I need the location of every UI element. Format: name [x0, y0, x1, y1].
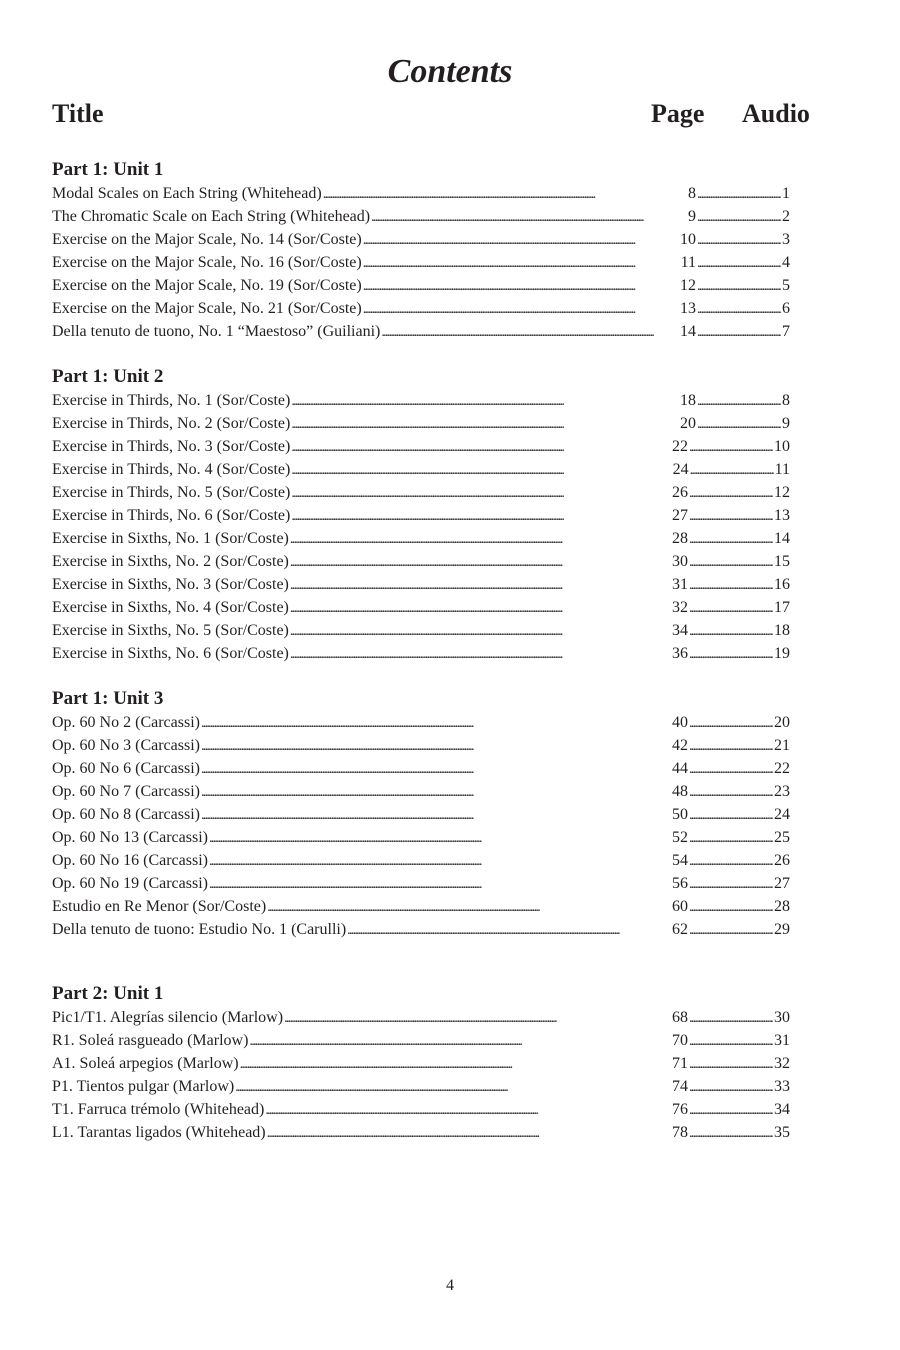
entry-page: 70: [672, 1032, 688, 1049]
dot-leader: [689, 550, 773, 574]
entry-title: Pic1/T1. Alegrías silencio (Marlow): [52, 1009, 284, 1026]
entry-audio: 4: [782, 254, 790, 271]
dot-leader: [267, 895, 671, 919]
dot-leader: [291, 435, 671, 459]
dot-leader: [347, 918, 671, 942]
entry-audio: 2: [782, 208, 790, 225]
dot-leader: [290, 573, 671, 597]
entry-page: 12: [680, 277, 696, 294]
toc-entry: [52, 619, 790, 642]
page-number: 4: [446, 1277, 454, 1294]
dot-leader: [689, 895, 773, 919]
dot-leader: [697, 228, 781, 252]
dot-leader: [697, 182, 781, 206]
dot-leader: [249, 1029, 671, 1053]
dot-leader: [697, 412, 781, 436]
entry-page: 22: [672, 438, 688, 455]
toc-entry: [52, 895, 790, 918]
column-header-audio: Audio: [742, 99, 810, 128]
toc-entry: [52, 205, 790, 228]
entry-audio: 35: [774, 1124, 790, 1141]
entry-page: 8: [688, 185, 696, 202]
dot-leader: [235, 1075, 671, 1099]
dot-leader: [291, 458, 671, 482]
entry-title: Exercise in Sixths, No. 6 (Sor/Coste): [52, 645, 289, 662]
column-header-page: Page: [651, 99, 705, 128]
toc-section: [52, 687, 790, 941]
toc-entry: [52, 642, 790, 665]
toc-entry: [52, 412, 790, 435]
entry-page: 26: [672, 484, 688, 501]
toc-entry: [52, 803, 790, 826]
entry-title: Op. 60 No 6 (Carcassi): [52, 760, 200, 777]
dot-leader: [689, 642, 773, 666]
entry-page: 54: [672, 852, 688, 869]
entry-title: Op. 60 No 2 (Carcassi): [52, 714, 200, 731]
entry-title: L1. Tarantas ligados (Whitehead): [52, 1124, 266, 1141]
toc-entry: [52, 872, 790, 895]
entry-audio: 28: [774, 898, 790, 915]
entry-page: 28: [672, 530, 688, 547]
entry-title: R1. Soleá rasgueado (Marlow): [52, 1032, 249, 1049]
entry-audio: 10: [774, 438, 790, 455]
section-heading: Part 1: Unit 2: [52, 366, 164, 387]
dot-leader: [689, 1098, 773, 1122]
entry-page: 31: [672, 576, 688, 593]
dot-leader: [689, 619, 773, 643]
entry-title: Exercise in Thirds, No. 1 (Sor/Coste): [52, 392, 291, 409]
dot-leader: [689, 527, 773, 551]
toc-entry: [52, 251, 790, 274]
toc-entry: [52, 228, 790, 251]
toc-entry: [52, 389, 790, 412]
entry-page: 78: [672, 1124, 688, 1141]
dot-leader: [689, 826, 773, 850]
dot-leader: [209, 826, 671, 850]
entry-page: 10: [680, 231, 696, 248]
entry-title: T1. Farruca trémolo (Whitehead): [52, 1101, 265, 1118]
dot-leader: [697, 251, 781, 275]
entry-audio: 11: [774, 461, 790, 478]
dot-leader: [201, 711, 671, 735]
dot-leader: [689, 435, 773, 459]
dot-leader: [363, 251, 680, 275]
dot-leader: [697, 297, 781, 321]
toc-entry: [52, 573, 790, 596]
dot-leader: [689, 711, 773, 735]
dot-leader: [265, 1098, 671, 1122]
toc-entry: [52, 1029, 790, 1052]
dot-leader: [689, 918, 773, 942]
entry-audio: 19: [774, 645, 790, 662]
entry-audio: 34: [774, 1101, 790, 1118]
dot-leader: [201, 734, 671, 758]
entry-title: Exercise in Sixths, No. 1 (Sor/Coste): [52, 530, 289, 547]
entry-page: 24: [672, 461, 689, 478]
dot-leader: [240, 1052, 671, 1076]
entry-audio: 33: [774, 1078, 790, 1095]
dot-leader: [689, 1052, 773, 1076]
dot-leader: [209, 849, 671, 873]
entry-title: Op. 60 No 13 (Carcassi): [52, 829, 208, 846]
dot-leader: [689, 780, 773, 804]
entry-title: Della tenuto de tuono: Estudio No. 1 (Carulli): [52, 921, 347, 938]
dot-leader: [323, 182, 687, 206]
dot-leader: [689, 1075, 773, 1099]
dot-leader: [201, 757, 671, 781]
entry-audio: 26: [774, 852, 790, 869]
toc-entry: [52, 918, 790, 941]
entry-title: Della tenuto de tuono, No. 1 “Maestoso” (Guiliani): [52, 323, 381, 340]
dot-leader: [697, 320, 781, 344]
entry-page: 60: [672, 898, 688, 915]
entry-audio: 18: [774, 622, 790, 639]
dot-leader: [290, 527, 671, 551]
dot-leader: [689, 481, 773, 505]
dot-leader: [363, 274, 679, 298]
toc-entry: [52, 734, 790, 757]
dot-leader: [201, 803, 671, 827]
dot-leader: [689, 596, 773, 620]
entry-title: Op. 60 No 16 (Carcassi): [52, 852, 208, 869]
entry-audio: 32: [774, 1055, 790, 1072]
entry-title: Exercise on the Major Scale, No. 14 (Sor/Coste): [52, 231, 362, 248]
entry-page: 74: [672, 1078, 688, 1095]
entry-audio: 5: [782, 277, 790, 294]
entry-audio: 16: [774, 576, 790, 593]
entry-audio: 15: [774, 553, 790, 570]
dot-leader: [201, 780, 671, 804]
entry-title: Op. 60 No 3 (Carcassi): [52, 737, 200, 754]
toc-section: [52, 158, 790, 343]
toc-section: [52, 982, 790, 1144]
entry-title: Exercise in Thirds, No. 6 (Sor/Coste): [52, 507, 291, 524]
entry-page: 68: [672, 1009, 688, 1026]
entry-audio: 9: [782, 415, 790, 432]
entry-title: Exercise in Thirds, No. 4 (Sor/Coste): [52, 461, 291, 478]
entry-title: Exercise in Sixths, No. 4 (Sor/Coste): [52, 599, 289, 616]
entry-title: Exercise in Thirds, No. 2 (Sor/Coste): [52, 415, 291, 432]
toc-entry: [52, 504, 790, 527]
toc-entry: [52, 1121, 790, 1144]
dot-leader: [290, 619, 671, 643]
entry-title: Exercise on the Major Scale, No. 16 (Sor/Coste): [52, 254, 362, 271]
dot-leader: [371, 205, 687, 229]
dot-leader: [697, 205, 781, 229]
dot-leader: [689, 1006, 773, 1030]
entry-title: Exercise on the Major Scale, No. 19 (Sor/Coste): [52, 277, 362, 294]
toc-entry: [52, 1006, 790, 1029]
entry-page: 42: [672, 737, 688, 754]
dot-leader: [363, 297, 679, 321]
dot-leader: [690, 458, 774, 482]
toc-entry: [52, 550, 790, 573]
dot-leader: [291, 504, 671, 528]
toc-entry: [52, 1075, 790, 1098]
dot-leader: [689, 734, 773, 758]
entry-title: Modal Scales on Each String (Whitehead): [52, 185, 322, 202]
entry-audio: 8: [782, 392, 790, 409]
entry-page: 34: [672, 622, 688, 639]
entry-title: Exercise on the Major Scale, No. 21 (Sor/Coste): [52, 300, 362, 317]
dot-leader: [291, 412, 679, 436]
toc-entry: [52, 757, 790, 780]
toc-entry: [52, 711, 790, 734]
entry-page: 71: [672, 1055, 688, 1072]
toc-entry: [52, 435, 790, 458]
dot-leader: [290, 550, 671, 574]
entry-audio: 29: [774, 921, 790, 938]
dot-leader: [689, 803, 773, 827]
entry-title: A1. Soleá arpegios (Marlow): [52, 1055, 239, 1072]
entry-audio: 30: [774, 1009, 790, 1026]
dot-leader: [363, 228, 679, 252]
dot-leader: [689, 1121, 773, 1145]
entry-audio: 31: [774, 1032, 790, 1049]
entry-page: 30: [672, 553, 688, 570]
entry-page: 48: [672, 783, 688, 800]
entry-title: Exercise in Sixths, No. 2 (Sor/Coste): [52, 553, 289, 570]
entry-audio: 24: [774, 806, 790, 823]
dot-leader: [267, 1121, 671, 1145]
entry-page: 27: [672, 507, 688, 524]
entry-audio: 7: [782, 323, 790, 340]
entry-page: 62: [672, 921, 688, 938]
entry-audio: 1: [782, 185, 790, 202]
section-heading: Part 1: Unit 3: [52, 688, 164, 709]
entry-audio: 21: [774, 737, 790, 754]
dot-leader: [689, 504, 773, 528]
entry-page: 32: [672, 599, 688, 616]
toc-entry: [52, 1098, 790, 1121]
entry-title: P1. Tientos pulgar (Marlow): [52, 1078, 235, 1095]
dot-leader: [689, 849, 773, 873]
entry-audio: 23: [774, 783, 790, 800]
entry-audio: 6: [782, 300, 790, 317]
toc-entry: [52, 826, 790, 849]
entry-audio: 17: [774, 599, 790, 616]
entry-audio: 25: [774, 829, 790, 846]
entry-audio: 13: [774, 507, 790, 524]
column-header-title: Title: [52, 99, 104, 128]
entry-page: 76: [672, 1101, 688, 1118]
entry-page: 50: [672, 806, 688, 823]
dot-leader: [689, 573, 773, 597]
entry-title: Op. 60 No 8 (Carcassi): [52, 806, 200, 823]
entry-audio: 27: [774, 875, 790, 892]
entry-page: 20: [680, 415, 696, 432]
entry-audio: 14: [774, 530, 790, 547]
entry-audio: 20: [774, 714, 790, 731]
toc-entry: [52, 596, 790, 619]
entry-page: 14: [680, 323, 696, 340]
entry-page: 56: [672, 875, 688, 892]
dot-leader: [290, 596, 671, 620]
entry-page: 36: [672, 645, 688, 662]
entry-audio: 22: [774, 760, 790, 777]
toc-entry: [52, 274, 790, 297]
toc-entry: [52, 320, 790, 343]
entry-title: Op. 60 No 7 (Carcassi): [52, 783, 200, 800]
toc-entry: [52, 458, 790, 481]
dot-leader: [381, 320, 679, 344]
entry-title: Exercise in Thirds, No. 3 (Sor/Coste): [52, 438, 291, 455]
dot-leader: [689, 757, 773, 781]
entry-title: Exercise in Thirds, No. 5 (Sor/Coste): [52, 484, 291, 501]
entry-title: Exercise in Sixths, No. 3 (Sor/Coste): [52, 576, 289, 593]
entry-page: 52: [672, 829, 688, 846]
dot-leader: [697, 389, 781, 413]
entry-page: 9: [688, 208, 696, 225]
entry-page: 11: [680, 254, 696, 271]
toc-entry: [52, 297, 790, 320]
dot-leader: [209, 872, 671, 896]
dot-leader: [697, 274, 781, 298]
toc-entry: [52, 182, 790, 205]
dot-leader: [291, 389, 679, 413]
dot-leader: [284, 1006, 671, 1030]
dot-leader: [689, 872, 773, 896]
toc-section: [52, 365, 790, 665]
entry-title: The Chromatic Scale on Each String (Whitehead): [52, 208, 371, 225]
entry-page: 18: [680, 392, 696, 409]
dot-leader: [689, 1029, 773, 1053]
entry-page: 44: [672, 760, 688, 777]
page-title: Contents: [387, 53, 513, 90]
dot-leader: [290, 642, 671, 666]
table-of-contents: [52, 136, 790, 1144]
toc-entry: [52, 780, 790, 803]
entry-title: Op. 60 No 19 (Carcassi): [52, 875, 208, 892]
toc-entry: [52, 481, 790, 504]
entry-page: 13: [680, 300, 696, 317]
toc-entry: [52, 1052, 790, 1075]
entry-audio: 12: [774, 484, 790, 501]
entry-title: Estudio en Re Menor (Sor/Coste): [52, 898, 267, 915]
dot-leader: [291, 481, 671, 505]
entry-audio: 3: [782, 231, 790, 248]
toc-entry: [52, 527, 790, 550]
toc-entry: [52, 849, 790, 872]
entry-title: Exercise in Sixths, No. 5 (Sor/Coste): [52, 622, 289, 639]
section-heading: Part 1: Unit 1: [52, 159, 164, 180]
entry-page: 40: [672, 714, 688, 731]
section-heading: Part 2: Unit 1: [52, 983, 164, 1004]
